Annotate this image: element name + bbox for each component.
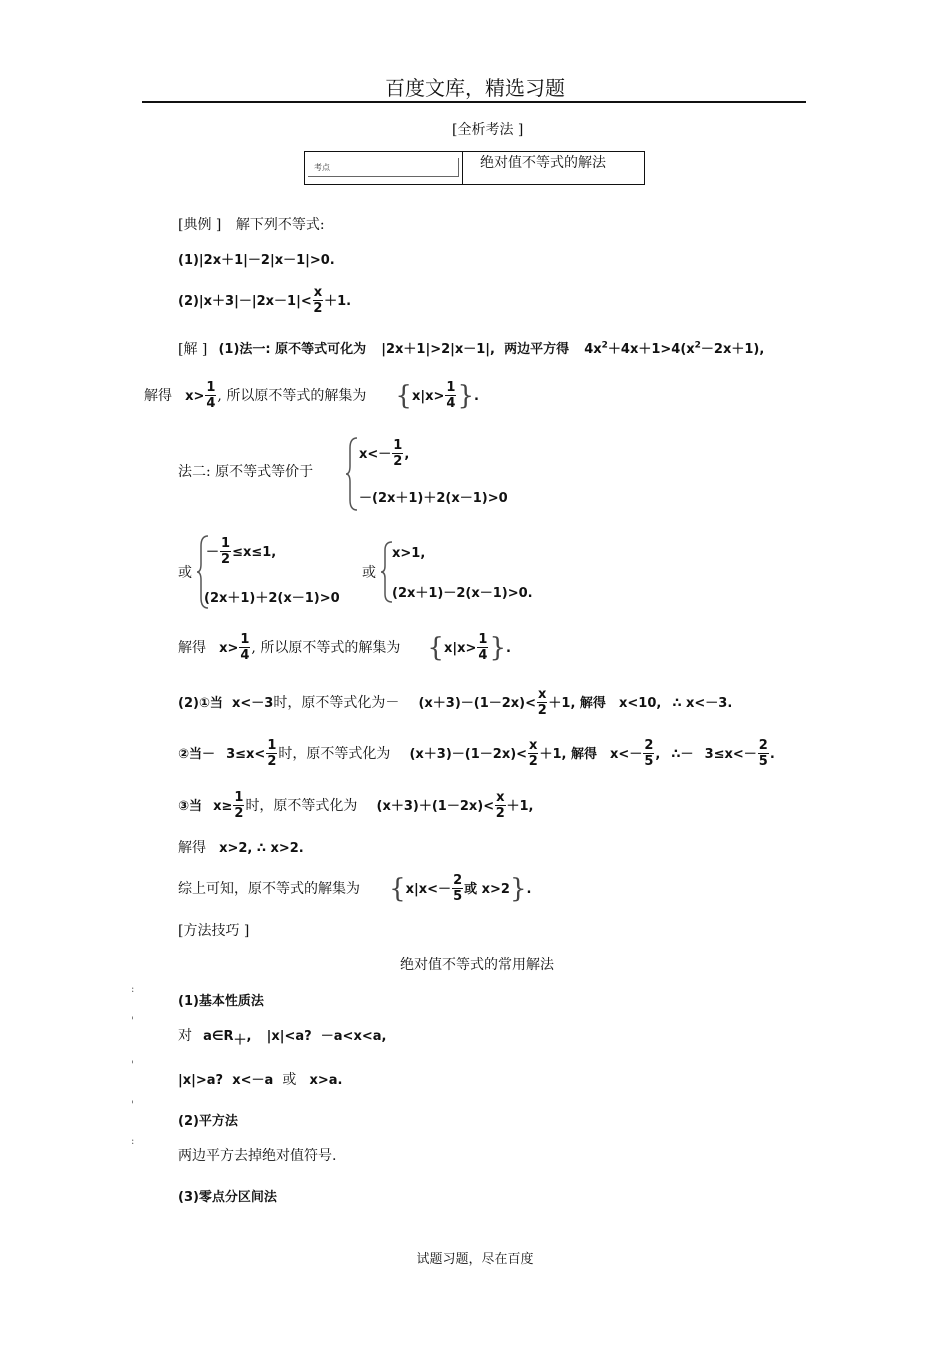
p2-lhs: (2)|x＋3|－|2x－1|< bbox=[178, 294, 312, 309]
section-title: [全析考法 ] bbox=[452, 122, 524, 138]
topic-value: 绝对值不等式的解法 bbox=[480, 155, 606, 171]
solution-result-1: 解得 x> $\frac{1}{4}$ , 所以原不等式的解集为 {x|x> $\frac{1}{4}$ }. bbox=[144, 380, 479, 411]
method-h3: (3)零点分区间法 bbox=[178, 1190, 277, 1205]
example-problem-2 bbox=[178, 282, 351, 318]
p2-rhs: ＋1. bbox=[324, 294, 352, 309]
method-line-2: |x|>a? x<－a 或 x>a. bbox=[178, 1072, 343, 1088]
or-1: 或 bbox=[178, 565, 192, 581]
res-a: 解得 bbox=[144, 388, 172, 404]
margin-mark: : bbox=[131, 1136, 135, 1147]
part2-conclusion: 综上可知，原不等式的解集为 {x|x<－ $\frac{2}{5}$ 或 x>2}. bbox=[178, 873, 532, 904]
method-h2: (2)平方法 bbox=[178, 1114, 238, 1129]
system-1 bbox=[345, 436, 545, 512]
example-tag: [典例 ] bbox=[178, 217, 222, 233]
set-brace-close: } bbox=[457, 380, 474, 411]
system-2-row-2: (2x＋1)＋2(x－1)>0 bbox=[204, 591, 340, 606]
topic-divider bbox=[462, 152, 463, 184]
method-tag: [方法技巧 ] bbox=[178, 923, 250, 939]
example-intro bbox=[178, 215, 325, 235]
fraction-x-over-2: $\frac{x}{2}$ bbox=[313, 285, 323, 316]
system-2-row-1: － $\frac{1}{2}$ ≤x≤1, bbox=[206, 536, 277, 567]
system-3-row-2: (2x＋1)－2(x－1)>0. bbox=[392, 586, 533, 601]
system-3 bbox=[380, 540, 550, 604]
part2-line-4: 解得 x>2, ∴ x>2. bbox=[178, 840, 304, 856]
m2-label: 法二: 原不等式等价于 bbox=[178, 464, 314, 480]
system-1-row-1: x<－ $\frac{1}{2}$ , bbox=[359, 438, 410, 469]
page-header-title: 百度文库，精选习题 bbox=[385, 76, 565, 100]
method-title: 绝对值不等式的常用解法 bbox=[400, 957, 554, 973]
margin-mark: ' bbox=[131, 1100, 134, 1111]
set-brace-close: } bbox=[489, 632, 506, 663]
fraction-1-over-4: $\frac{1}{4}$ bbox=[446, 380, 456, 411]
set-brace-close: } bbox=[509, 873, 527, 904]
example-intro-text: 解下列不等式: bbox=[235, 217, 325, 233]
topic-label: 考点 bbox=[314, 163, 330, 172]
set-brace-open: { bbox=[395, 380, 412, 411]
fraction-1-over-4: $\frac{1}{4}$ bbox=[240, 632, 250, 663]
system-1-row-2: －(2x＋1)＋2(x－1)>0 bbox=[359, 491, 508, 506]
topic-table bbox=[304, 151, 645, 185]
margin-mark: : bbox=[131, 984, 135, 995]
solution-method-1 bbox=[178, 336, 764, 360]
topic-label-cell bbox=[308, 158, 459, 177]
page-footer: 试题习题，尽在百度 bbox=[416, 1252, 534, 1267]
system-2 bbox=[196, 534, 366, 610]
brace-icon bbox=[345, 436, 359, 512]
margin-mark: ' bbox=[131, 1016, 134, 1027]
part2-line-3: ③当 x≥ $\frac{1}{2}$ 时，原不等式化为 (x＋3)＋(1－2x)< $\frac{x}{2}$ ＋1, bbox=[178, 790, 534, 821]
method-h1: (1)基本性质法 bbox=[178, 994, 264, 1009]
res-c: , 所以原不等式的解集为 bbox=[217, 388, 367, 404]
or-2: 或 bbox=[362, 565, 376, 581]
m1-a: (1)法一: 原不等式可化为 bbox=[218, 342, 367, 358]
part2-line-1: (2)①当 x<－3时，原不等式化为－ (x＋3)－(1－2x)< $\frac{x}{2}$ ＋1, 解得 x<10, ∴ x<－3. bbox=[178, 687, 733, 718]
set-x: x|x> bbox=[411, 389, 445, 404]
part2-line-2: ②当－ 3≤x< $\frac{1}{2}$ 时，原不等式化为 (x＋3)－(1－2x)< $\frac{x}{2}$ ＋1, 解得 x<－ $\frac{2}{5}$ , ∴－ 3≤x<－ $\frac{2}{5}$ . bbox=[178, 738, 775, 769]
fraction-1-over-4: $\frac{1}{4}$ bbox=[206, 380, 216, 411]
m1-b: |2x＋1|>2|x－1|, bbox=[381, 342, 495, 358]
solution-result-2: 解得 x> $\frac{1}{4}$ , 所以原不等式的解集为 {x|x> $\frac{1}{4}$ }. bbox=[178, 632, 511, 663]
margin-mark: ' bbox=[131, 1060, 134, 1071]
m1-c: 两边平方得 bbox=[504, 342, 570, 358]
method-line-3: 两边平方去掉绝对值符号. bbox=[178, 1148, 337, 1164]
set-brace-open: { bbox=[389, 873, 406, 904]
set-brace-open: { bbox=[427, 632, 444, 663]
header-rule bbox=[142, 101, 806, 103]
res-b: x> bbox=[185, 389, 205, 404]
system-3-row-1: x>1, bbox=[392, 546, 426, 561]
example-problem-1: (1)|2x＋1|－2|x－1|>0. bbox=[178, 253, 335, 268]
m1-d: $4x^2+4x+1>4(x^2-2x+1)$, bbox=[584, 341, 765, 358]
solution-tag: [解 ] bbox=[178, 341, 208, 358]
method-line-1: 对 $a\in R_+$, |x|<a? －a<x<a, bbox=[178, 1028, 387, 1049]
